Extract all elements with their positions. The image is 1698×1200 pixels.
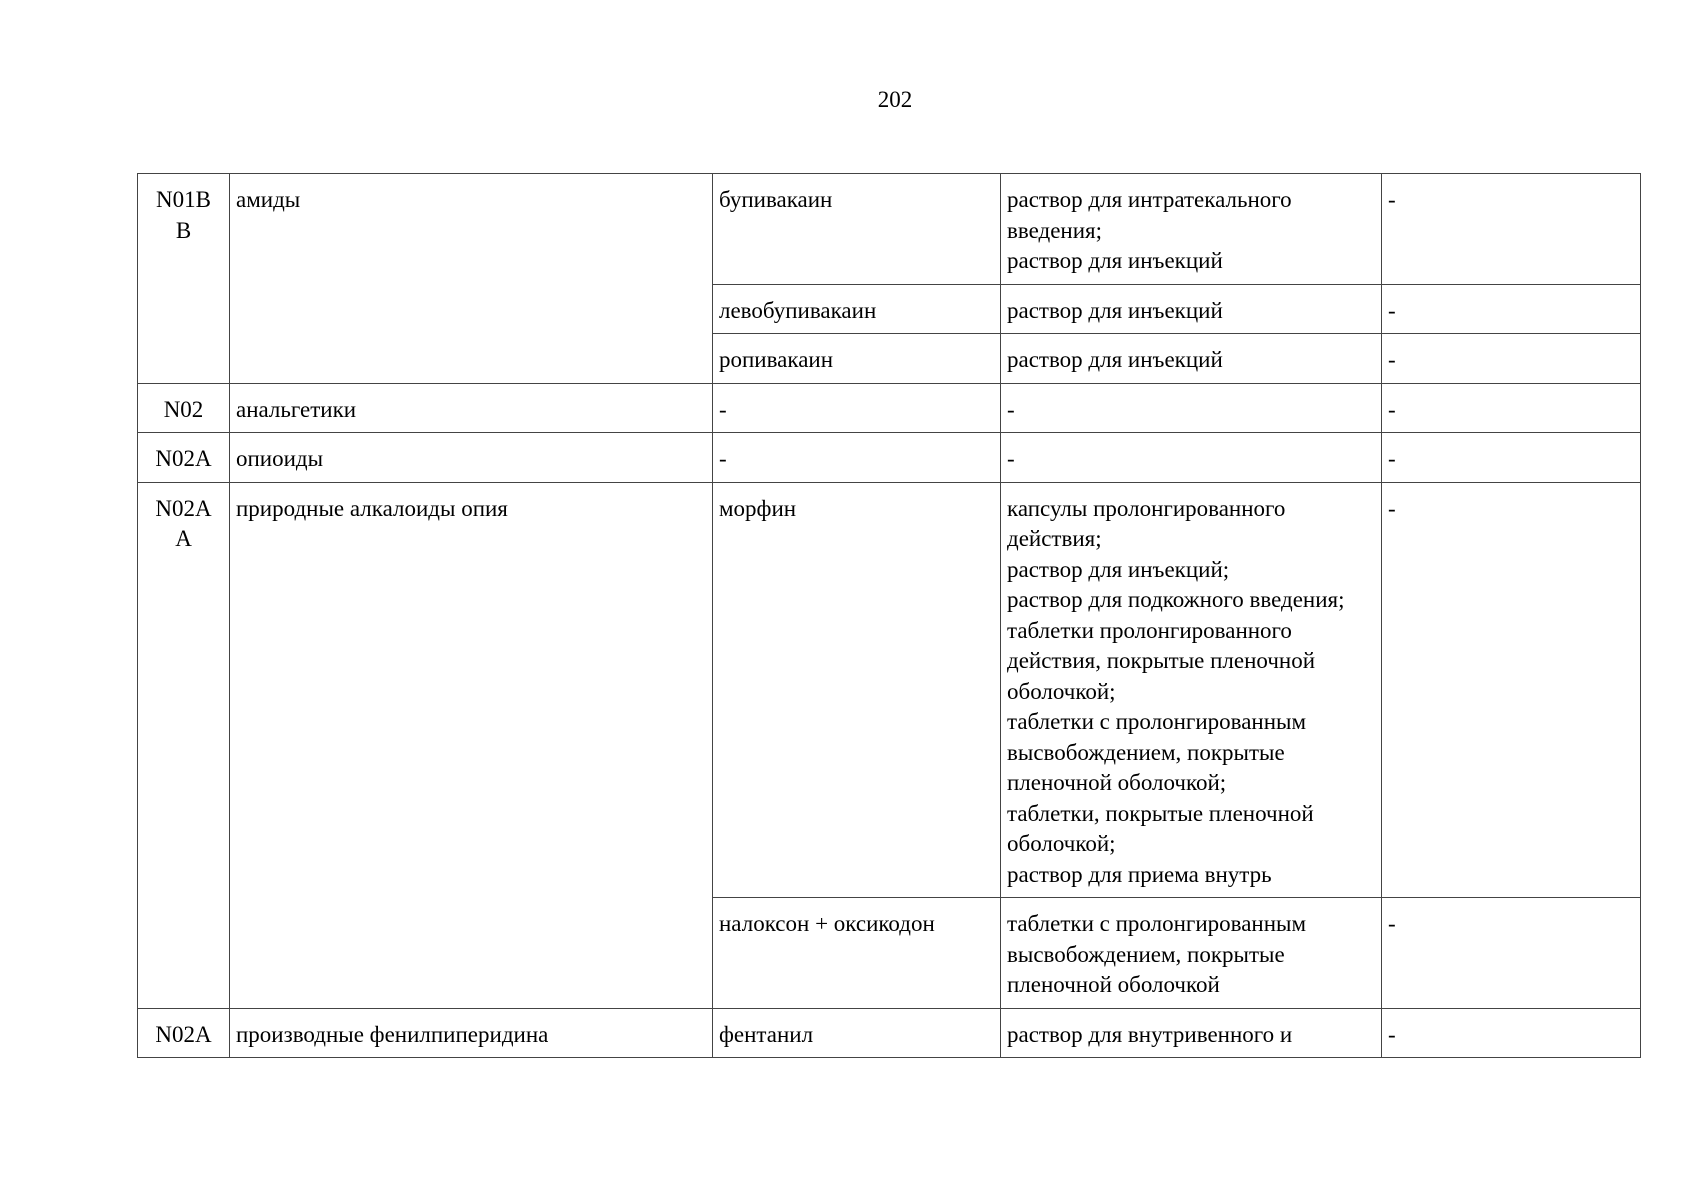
table-row	[138, 433, 1641, 483]
group-name-cell: природные алкалоиды опия	[230, 482, 713, 1008]
table-row	[138, 482, 1641, 898]
dosage-form-item: раствор для инъекций;	[1007, 556, 1230, 582]
note-cell: -	[1382, 482, 1641, 898]
dosage-form-item: капсулы пролонгированного действия;	[1007, 495, 1286, 551]
dosage-form-item: раствор для приема внутрь	[1007, 861, 1272, 887]
atc-code-cell	[138, 1008, 230, 1058]
drug-name-cell: -	[713, 433, 1001, 483]
dosage-forms-cell	[1001, 482, 1382, 898]
dosage-form-item: таблетки пролонгированного действия, покрытые пленочной оболочкой;	[1007, 617, 1316, 704]
note-cell: -	[1382, 898, 1641, 1009]
note-cell: -	[1382, 334, 1641, 384]
group-name-cell: анальгетики	[230, 383, 713, 433]
atc-code-text: N02A	[155, 446, 212, 471]
atc-code-text: N02A	[155, 495, 212, 521]
table-row	[138, 383, 1641, 433]
drug-name-cell: налоксон + оксикодон	[713, 898, 1001, 1009]
drug-name-cell: левобупивакаин	[713, 284, 1001, 334]
dosage-forms-cell	[1001, 1008, 1382, 1058]
dosage-form-item: раствор для инъекций	[1007, 347, 1223, 372]
atc-code-cell	[138, 383, 230, 433]
atc-code-cell	[138, 433, 230, 483]
group-name-cell: амиды	[230, 174, 713, 384]
dosage-form-item: таблетки с пролонгированным высвобождением, покрытые пленочной оболочкой	[1007, 911, 1307, 997]
atc-code-cell	[138, 482, 230, 1008]
group-name-cell: опиоиды	[230, 433, 713, 483]
drug-name-cell: -	[713, 383, 1001, 433]
drug-name-cell: ропивакаин	[713, 334, 1001, 384]
dosage-form-item: таблетки, покрытые пленочной оболочкой;	[1007, 800, 1314, 856]
atc-code-text: N02A	[155, 1021, 212, 1047]
dosage-form-item: -	[1007, 446, 1015, 471]
note-cell: -	[1382, 433, 1641, 483]
note-cell: -	[1382, 1008, 1641, 1058]
atc-code-text: N02	[163, 396, 204, 422]
dosage-form-item: таблетки с пролонгированным высвобождением, покрытые пленочной оболочкой;	[1007, 709, 1307, 795]
atc-code-cell	[138, 174, 230, 384]
atc-code-text: B	[175, 217, 192, 243]
dosage-forms-cell	[1001, 284, 1382, 334]
dosage-form-item: раствор для подкожного введения;	[1007, 587, 1345, 612]
drug-name-cell: морфин	[713, 482, 1001, 898]
dosage-form-item: раствор для инъекций	[1007, 248, 1223, 273]
dosage-forms-cell	[1001, 174, 1382, 285]
note-cell: -	[1382, 284, 1641, 334]
dosage-form-item: раствор для инъекций	[1007, 297, 1223, 323]
dosage-forms-cell	[1001, 898, 1382, 1009]
note-cell: -	[1382, 174, 1641, 285]
dosage-forms-cell	[1001, 433, 1382, 483]
note-cell: -	[1382, 383, 1641, 433]
dosage-form-item: -	[1007, 396, 1015, 422]
atc-code-text: N01B	[156, 187, 211, 212]
drug-name-cell: бупивакаин	[713, 174, 1001, 285]
table-row	[138, 1008, 1641, 1058]
dosage-forms-cell	[1001, 334, 1382, 384]
dosage-forms-cell	[1001, 383, 1382, 433]
page-number: 202	[877, 87, 913, 112]
group-name-cell: производные фенилпиперидина	[230, 1008, 713, 1058]
drug-list-table	[137, 173, 1641, 1058]
table-row	[138, 174, 1641, 285]
dosage-form-item: раствор для интратекального введения;	[1007, 187, 1292, 243]
drug-name-cell: фентанил	[713, 1008, 1001, 1058]
atc-code-text: A	[175, 526, 192, 551]
dosage-form-item: раствор для внутривенного и	[1007, 1021, 1293, 1047]
